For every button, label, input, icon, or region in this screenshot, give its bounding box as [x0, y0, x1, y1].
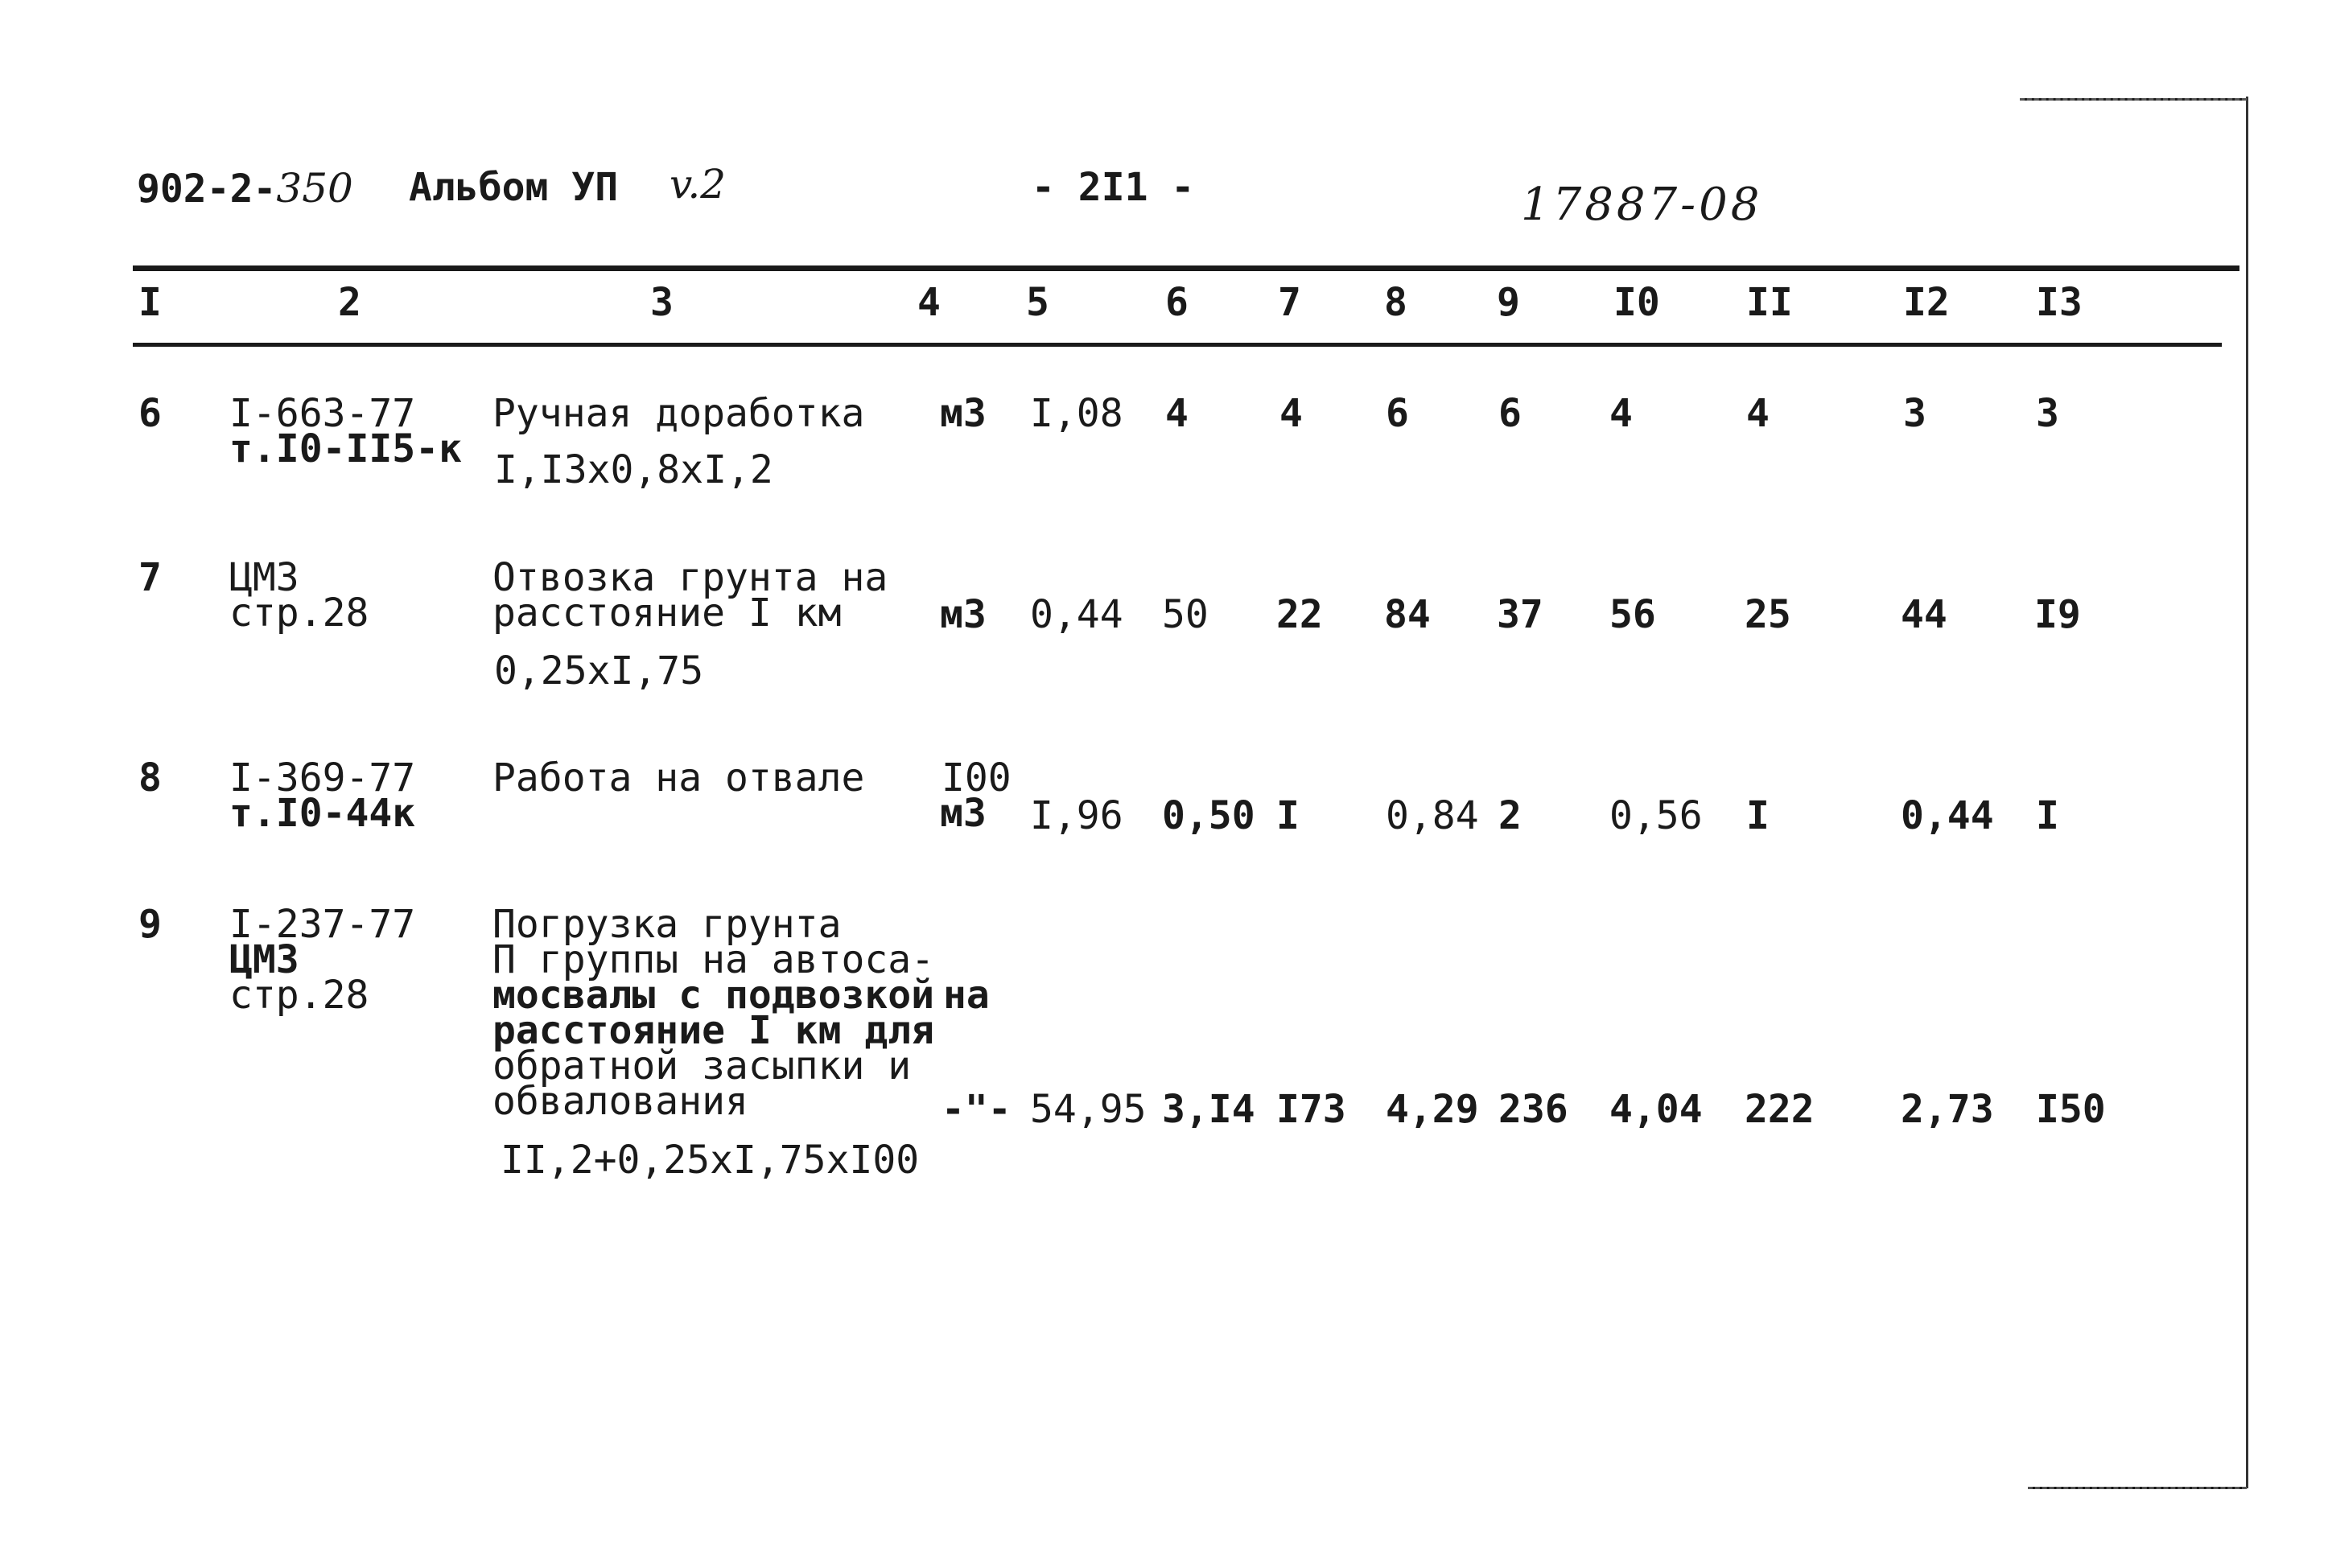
work-name-line: Работа на отвале [492, 755, 865, 800]
unit-line: I00 [942, 755, 1012, 800]
norm-code-line: ЦМ3 [229, 555, 299, 600]
value-col-10: 4 [1609, 391, 1633, 436]
page-number: - 2I1 - [1032, 165, 1195, 210]
unit-line: м3 [940, 391, 987, 436]
value-col-7: I [1276, 793, 1300, 838]
column-header-7: 7 [1278, 280, 1301, 325]
album-label: Альбом УП [409, 165, 619, 210]
row-number: 6 [138, 391, 162, 436]
value-col-9: 236 [1498, 1087, 1568, 1132]
value-col-12: 0,44 [1901, 793, 1994, 838]
value-col-5: I,96 [1030, 793, 1123, 838]
value-col-13: I50 [2036, 1087, 2106, 1132]
row-number: 7 [138, 555, 162, 600]
archive-number-handwritten: 17887-08 [1521, 179, 1763, 231]
column-header-8: 8 [1384, 280, 1407, 325]
unit-line: м3 [940, 592, 987, 637]
work-name-line: Отвозка грунта на [492, 555, 888, 600]
norm-code-line: т.I0-44к [229, 791, 416, 836]
value-col-8: 0,84 [1386, 793, 1479, 838]
value-col-12: 2,73 [1901, 1087, 1994, 1132]
row-number: 8 [138, 755, 162, 800]
column-header-11: II [1746, 280, 1793, 325]
work-name-line: мосвалы с подвозкой [492, 973, 935, 1018]
norm-code-line: I-663-77 [229, 391, 416, 436]
value-col-10: 56 [1609, 592, 1656, 637]
value-col-8: 84 [1384, 592, 1431, 637]
norm-code-line: ЦМ3 [229, 937, 299, 982]
row-number: 9 [138, 902, 162, 947]
document-code [137, 165, 353, 212]
value-col-10: 0,56 [1609, 793, 1703, 838]
value-col-12: 3 [1903, 391, 1926, 436]
document-code-handwritten: 350 [276, 165, 353, 212]
norm-code-line: I-369-77 [229, 755, 416, 800]
work-name-line: обратной засыпки и [492, 1043, 912, 1089]
volume-handwritten: v.2 [670, 161, 727, 208]
calculation-formula: I,I3x0,8xI,2 [494, 447, 773, 492]
value-col-8: 4,29 [1386, 1087, 1479, 1132]
value-col-9: 6 [1498, 391, 1522, 436]
value-col-7: 4 [1279, 391, 1303, 436]
work-name-line: Погрузка грунта [492, 902, 842, 947]
column-header-3: 3 [650, 280, 674, 325]
frame-bottom-dash [2028, 1487, 2247, 1489]
value-col-6: 0,50 [1162, 793, 1255, 838]
column-header-2: 2 [338, 280, 361, 325]
column-header-1: I [138, 280, 162, 325]
work-name-line: П группы на автоса- [492, 937, 935, 982]
value-col-7: I73 [1276, 1087, 1346, 1132]
column-header-4: 4 [917, 280, 941, 325]
value-col-11: 25 [1745, 592, 1791, 637]
value-col-11: 4 [1746, 391, 1770, 436]
frame-top-dash [2020, 98, 2247, 101]
value-col-9: 37 [1497, 592, 1543, 637]
work-name-tail: на [943, 973, 990, 1018]
column-header-13: I3 [2036, 280, 2083, 325]
value-col-7: 22 [1276, 592, 1323, 637]
value-col-9: 2 [1498, 793, 1522, 838]
value-col-5: 54,95 [1030, 1087, 1147, 1132]
frame-right-border [2246, 97, 2248, 1488]
unit-line: м3 [940, 791, 987, 836]
norm-code-line: стр.28 [229, 591, 369, 636]
value-col-13: I9 [2034, 592, 2081, 637]
column-header-5: 5 [1026, 280, 1049, 325]
column-header-10: I0 [1613, 280, 1660, 325]
value-col-6: 50 [1162, 592, 1209, 637]
value-col-5: I,08 [1030, 391, 1123, 436]
value-col-12: 44 [1901, 592, 1947, 637]
value-col-13: 3 [2036, 391, 2059, 436]
value-col-11: I [1746, 793, 1770, 838]
value-col-13: I [2036, 793, 2059, 838]
column-header-6: 6 [1165, 280, 1189, 325]
document-code-prefix: 902-2- [137, 167, 277, 212]
norm-code-line: I-237-77 [229, 902, 416, 947]
work-name-line: расстояние I км [492, 591, 842, 636]
table-top-rule [133, 265, 2239, 271]
work-name-line: обвалования [492, 1079, 748, 1124]
column-header-9: 9 [1497, 280, 1520, 325]
table-header-rule [133, 343, 2222, 347]
work-name-line: расстояние I км для [492, 1008, 935, 1053]
norm-code-line: т.I0-II5-к [229, 426, 462, 471]
calculation-formula: 0,25xI,75 [494, 648, 704, 693]
norm-code-line: стр.28 [229, 973, 369, 1018]
value-col-11: 222 [1745, 1087, 1815, 1132]
calculation-formula: II,2+0,25xI,75xI00 [501, 1138, 920, 1183]
value-col-8: 6 [1386, 391, 1409, 436]
value-col-6: 4 [1165, 391, 1189, 436]
unit-line: -"- [942, 1087, 1012, 1132]
work-name-line: Ручная доработка [492, 391, 865, 436]
value-col-6: 3,I4 [1162, 1087, 1255, 1132]
value-col-5: 0,44 [1030, 592, 1123, 637]
value-col-10: 4,04 [1609, 1087, 1703, 1132]
column-header-12: I2 [1903, 280, 1950, 325]
